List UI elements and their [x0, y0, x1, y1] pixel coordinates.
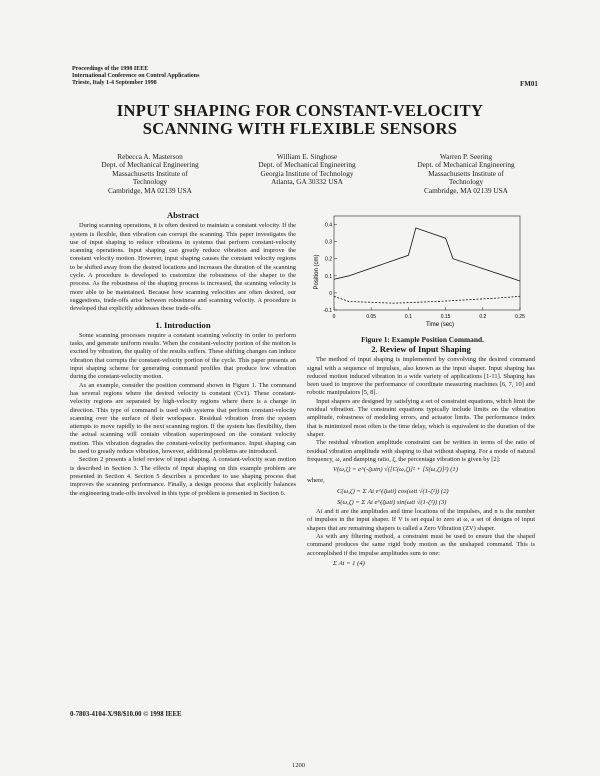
author-affiliation: Dept. of Mechanical Engineering — [417, 160, 515, 170]
author-name: William E. Singhose — [276, 152, 338, 161]
copyright-line: 0-7803-4104-X/98/$10.00 © 1998 IEEE — [70, 711, 182, 718]
x-tick-label: 0.05 — [366, 314, 377, 320]
author-affiliation: Massachusetts Institute of — [428, 168, 504, 178]
author-block — [70, 153, 230, 195]
author-location: Cambridge, MA 02139 USA — [108, 185, 192, 195]
x-tick-label: 0.25 — [515, 314, 525, 320]
x-tick-label: 0.2 — [479, 314, 487, 320]
y-tick-label: 0.2 — [325, 256, 332, 263]
author-affiliation: Massachusetts Institute of — [112, 168, 188, 178]
review-paragraph: The method of input shaping is implemented by convolving the desired command signal with a sequence of impulses, also known as the input shaper. Input shaping has reduced motion induced vibration in a wide variety of applications [1-11]. Shaping has been used to improve the performance of coordinate measuring machines [6, 7, 10] and robotic manipulators [5, 8]. — [307, 356, 535, 397]
intro-paragraph: As an example, consider the position command shown in Figure 1. The command has several regions where the desired velocity is constant (Cv1). These constant-velocity regions are separated by high-velocity regions where there is a change in direction. This type of command is used with systems that perform constant-velocity scanning over the surface of their workspace. Residual vibration from the system attempts to move rapidly to the next scanning region. If the system has flexibility, then the actual scanning will contain vibration superimposed on the constant velocity motion. This vibration degrades the constant-velocity performance. Input shaping can be used to greatly reduce vibration, however, additional problems are introduced. — [70, 381, 296, 456]
title-line-1: INPUT SHAPING FOR CONSTANT-VELOCITY — [116, 101, 484, 120]
review-paragraph: As with any filtering method, a constraint must be used to ensure that the shaped command produces the same rigid body motion as the unshaped command. This is accomplished if the impulse amplitudes sum to one: — [307, 533, 535, 557]
equation-where: where, — [307, 477, 325, 485]
x-tick-label: 0.15 — [440, 314, 451, 320]
author-affiliation: Technology — [132, 177, 168, 187]
x-tick-label: 0.1 — [404, 314, 412, 320]
chart-xlabel: Time (sec) — [425, 322, 455, 328]
author-block — [386, 153, 546, 195]
figure-caption: Figure 1: Example Position Command. — [361, 335, 484, 344]
equation-1: V(ω,ζ) = e^(-ζωtn) √([C(ω,ζ)]² + [S(ω,ζ)]²) (1) — [333, 466, 458, 474]
author-name: Rebecca A. Masterson — [117, 152, 183, 161]
intro-paragraph: Some scanning processes require a constant scanning velocity in order to perform tasks, and generate uniform results. When the constant-velocity portion of the motion is excited by vibration, the quality of the results suffers. These shifting changes can induce vibration that corrupts the constant-velocity portion of the cycle. This paper presents an input shaping scheme for generating command profiles that produce low vibration during the constant-velocity motion. — [70, 331, 296, 381]
series-line-velocity — [334, 296, 520, 303]
review-paragraph: The residual vibration amplitude constraint can be written in terms of the ratio of residual vibration amplitude with shaping to that without shaping. For a mode of natural frequency, ω, and damping ratio, ζ, the percentage vibration is given by [2]: — [307, 439, 535, 463]
author-affiliation: Dept. of Mechanical Engineering — [101, 160, 199, 170]
abstract-text: During scanning operations, it is often desired to maintain a constant velocity. If the system is flexible, then vibration can corrupt the scanning. This paper investigates the use of input shaping to reduce vibrations in systems that perform constant-velocity scanning operations. Input shaping can greatly reduce vibration and improve the constant velocity motion. However, input shaping causes the constant velocity regions to be shifted away from the desired locations and increases the duration of the scanning cycle. A procedure is developed to customize the robustness of the shaper to the process. As the robustness of the shaping process is increased, the scanning velocity is more able to be maintained. Because how scanning velocities are often desired, our suggestions, trade-offs arise between robustness and scanning velocity. A procedure is developed that explicitly addresses these trade-offs. — [70, 222, 296, 313]
review-paragraph: Ai and ti are the amplitudes and time locations of the impulses, and n is the number of impulses in the input shaper. If V is set equal to zero at ω, a set of designs of input shapers that are remaining shapers is called a Zero Vibration (ZV) shaper. — [307, 508, 535, 532]
y-tick-label: 0.1 — [325, 273, 332, 280]
left-column — [70, 207, 296, 498]
position-command-chart — [310, 210, 535, 328]
introduction-heading: 1. Introduction — [155, 319, 211, 330]
equation-3: S(ω,ζ) = Σ Ai e^(ζωti) sin(ωti √(1-ζ²)) (3) — [337, 499, 447, 507]
plot-frame — [334, 216, 520, 310]
figure-1 — [310, 210, 535, 344]
header-line-2: International Conference on Control Applications — [72, 73, 200, 80]
review-paragraph: Input shapers are designed by satisfying a set of constraint equations, which limit the residual vibration. The constraint equations typically include limits on the vibration amplitude, robustness of modeling errors, and actuator limits. The performance index that is minimized most often is the time delay, which is equivalent to the duration of the shaper. — [307, 397, 535, 438]
title-line-2: SCANNING WITH FLEXIBLE SENSORS — [142, 119, 458, 138]
author-affiliation: Technology — [448, 177, 484, 187]
author-affiliation: Georgia Institute of Technology — [260, 168, 354, 178]
series-line-position — [334, 228, 520, 281]
author-affiliation: Dept. of Mechanical Engineering — [258, 160, 356, 170]
author-block — [227, 153, 387, 187]
paper-title — [40, 102, 560, 138]
equation-4: Σ Ai = 1 (4) — [333, 559, 365, 567]
chart-ylabel: Position (cm) — [314, 254, 320, 290]
intro-paragraph: Section 2 presents a brief review of input shaping. A constant-velocity scan motion is described in Section 3. The effects of input shaping on this example problem are presented in Section 4. Section 5 describes a procedure to use shaping process that improves the scanning performance. Finally, a design process that explicitly balances the engineering trade-offs involved in this type of problem is presented in Section 6. — [70, 456, 296, 497]
header-line-3: Trieste, Italy 1-4 September 1998 — [72, 80, 157, 87]
y-tick-label: 0 — [329, 290, 332, 297]
conference-header — [72, 66, 372, 88]
author-name: Warren P. Seering — [439, 152, 493, 161]
right-column — [307, 341, 535, 569]
x-tick-label: 0 — [332, 314, 336, 320]
paper-id: FM01 — [520, 80, 538, 88]
y-tick-label: 0.3 — [325, 239, 332, 246]
author-location: Cambridge, MA 02139 USA — [424, 185, 508, 195]
header-line-1: Proceedings of the 1998 IEEE — [72, 66, 149, 72]
abstract-heading: Abstract — [167, 210, 199, 220]
review-heading: 2. Review of Input Shaping — [371, 344, 471, 354]
y-tick-label: 0.4 — [325, 222, 332, 229]
author-location: Atlanta, GA 30332 USA — [271, 177, 343, 187]
page-number: 1200 — [292, 762, 305, 769]
y-tick-label: -0.1 — [323, 308, 332, 314]
equation-2: C(ω,ζ) = Σ Ai e^(ζωti) cos(ωti √(1-ζ²)) (2) — [337, 488, 449, 496]
